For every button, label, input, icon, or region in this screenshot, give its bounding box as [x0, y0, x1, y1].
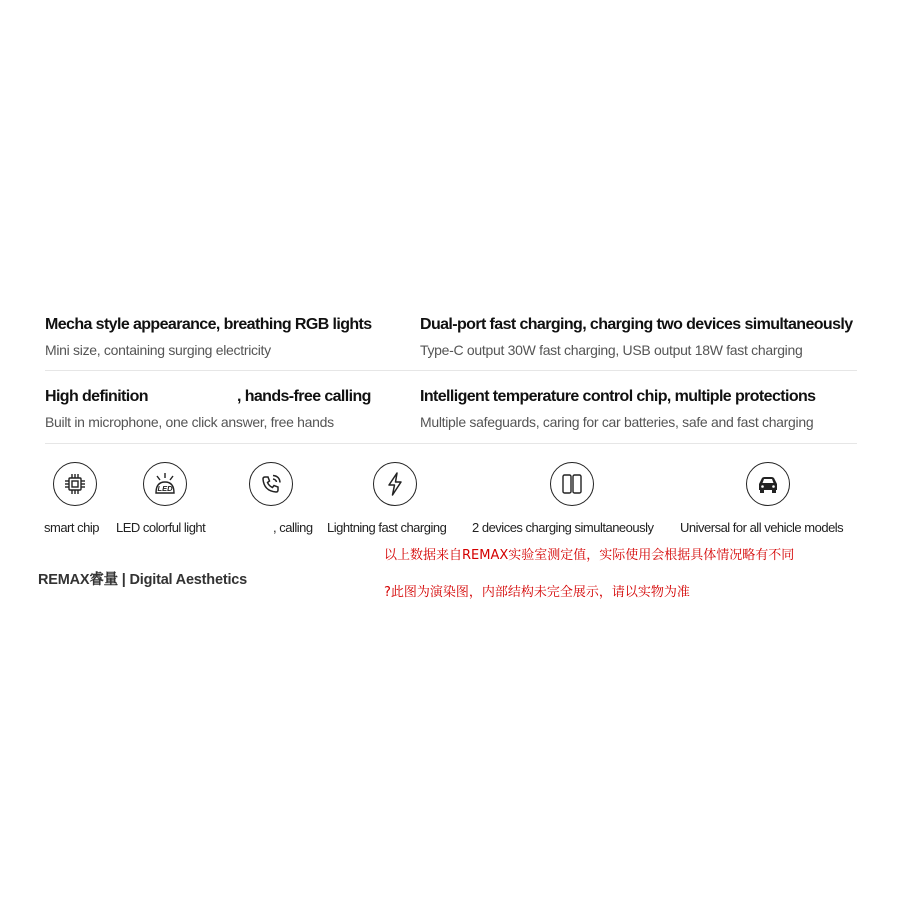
feature-dual-port-subtitle: Type-C output 30W fast charging, USB output 18W fast charging [420, 342, 803, 358]
feature-calling-title-right: , hands-free calling [237, 388, 371, 405]
brand-tagline: REMAX睿量 | Digital Aesthetics [38, 572, 248, 588]
feature-calling-subtitle: Built in microphone, one click answer, free hands [45, 414, 334, 430]
fast-charging-label: Lightning fast charging [327, 520, 447, 535]
led-light-label: LED colorful light [116, 520, 206, 535]
car-icon [746, 462, 790, 506]
led-icon [143, 462, 187, 506]
feature-protection-subtitle: Multiple safeguards, caring for car batteries, safe and fast charging [420, 414, 814, 430]
feature-appearance-subtitle: Mini size, containing surging electricity [45, 342, 271, 358]
feature-appearance-title: Mecha style appearance, breathing RGB lights [45, 316, 372, 333]
led-icon-glyph: LED [157, 484, 173, 493]
chip-icon [53, 462, 97, 506]
feature-calling-title-left: High definition [45, 388, 148, 405]
vehicle-models-label: Universal for all vehicle models [680, 520, 844, 535]
phone-call-icon [249, 462, 293, 506]
lightning-icon [373, 462, 417, 506]
smart-chip-label: smart chip [44, 520, 99, 535]
feature-protection-title: Intelligent temperature control chip, multiple protections [420, 388, 816, 405]
render-disclaimer-note: ?此图为演染图，内部结构未完全展示，请以实物为准 [384, 585, 690, 600]
dual-device-icon [550, 462, 594, 506]
divider [45, 370, 857, 371]
dual-charging-label: 2 devices charging simultaneously [472, 520, 654, 535]
divider [45, 443, 857, 444]
feature-dual-port-title: Dual-port fast charging, charging two devices simultaneously [420, 316, 853, 333]
calling-label: , calling [273, 520, 313, 535]
lab-data-note: 以上数据来自REMAX实验室测定值，实际使用会根据具体情况略有不同 [384, 548, 795, 563]
